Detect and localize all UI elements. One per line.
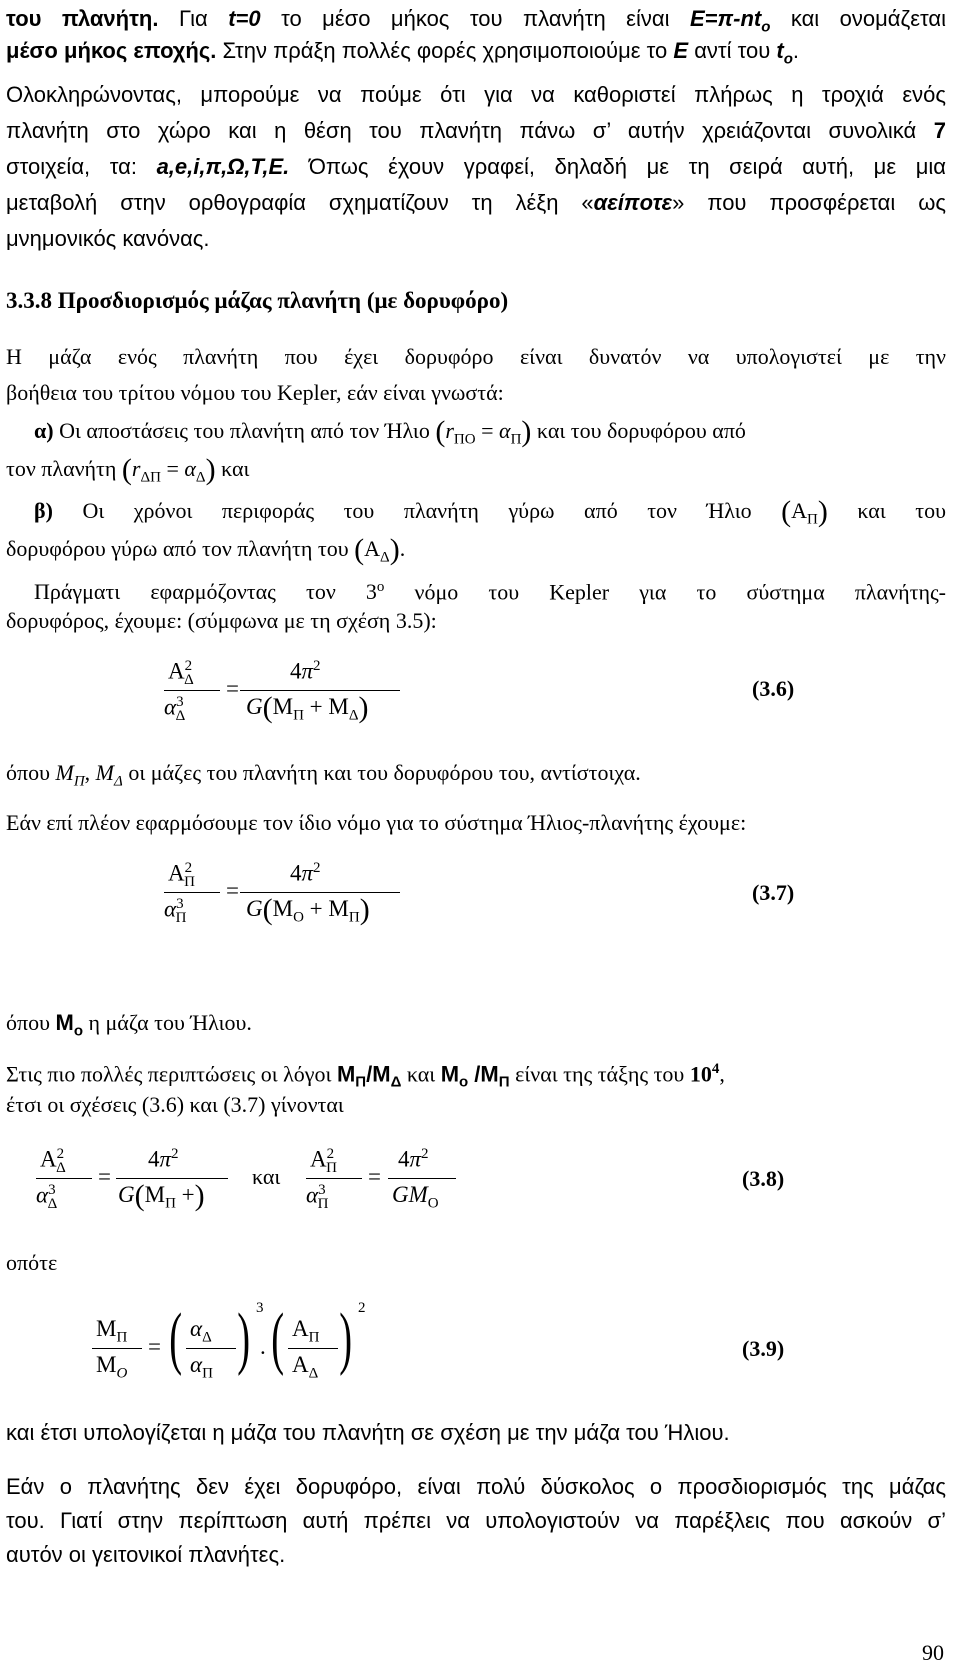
text-span: Μ xyxy=(440,1061,460,1087)
text-line-p7 xyxy=(6,574,946,605)
text-line-7 xyxy=(6,226,210,252)
text-span: ο xyxy=(73,1022,83,1040)
eq-numerator: $A^2_\Pi$ xyxy=(310,1146,337,1177)
text-line-3 xyxy=(6,82,946,108)
text-span: και xyxy=(215,456,250,481)
text-line-6 xyxy=(6,190,946,216)
eq-denominator-left: $\alpha^3_\Pi$ xyxy=(164,896,187,927)
eq-numerator: $4\pi^2$ xyxy=(148,1146,179,1172)
right-paren: ) xyxy=(237,1300,251,1377)
inline-math-A-p: $(A_\Pi)$ xyxy=(781,495,828,528)
text-span: Μ xyxy=(55,760,74,785)
text-span: , xyxy=(84,760,96,785)
text-span: όπου xyxy=(6,1010,56,1035)
exponent: 2 xyxy=(358,1300,366,1316)
left-paren: ( xyxy=(169,1300,183,1377)
heading-text: 3.3.8 Προσδιορισμός μάζας πλανήτη (με δορυφόρο) xyxy=(6,288,509,313)
text-line-p2 xyxy=(6,380,504,406)
text-span: πλανήτη στο χώρο και η θέση του πλανήτη πάνω σ’ αυτήν χρειάζονται συνολικά xyxy=(6,118,934,143)
page-number: 90 xyxy=(922,1640,944,1665)
fraction-bar xyxy=(164,690,220,691)
text-line-1 xyxy=(6,6,946,40)
text-span: και xyxy=(401,1061,441,1087)
text-line-p14 xyxy=(6,1250,57,1276)
text-span: και ονομάζεται xyxy=(770,6,947,31)
text-span: o xyxy=(783,50,793,68)
equals-sign: = xyxy=(98,1164,111,1189)
text-span: » που προσφέρεται ως xyxy=(672,190,946,215)
equation-number: (3.8) xyxy=(742,1166,785,1191)
text-span: Π xyxy=(498,1073,510,1091)
text-span: νόμο του Kepler για το σύστημα πλανήτης- xyxy=(384,579,946,605)
text-span: Οι χρόνοι περιφοράς του πλανήτη γύρω από τον Ήλιο xyxy=(52,498,782,523)
equation-number: (3.7) xyxy=(752,880,795,905)
text-span: και του xyxy=(827,498,946,523)
text-span: αείποτε xyxy=(593,190,673,215)
text-span: μνημονικός κανόνας. xyxy=(6,226,210,251)
right-paren: ) xyxy=(339,1300,353,1377)
fraction-bar xyxy=(288,1348,338,1349)
text-span: αυτόν οι γειτονικοί πλανήτες. xyxy=(6,1542,286,1567)
eq-numerator-right: $4\pi^2$ xyxy=(290,860,321,886)
eq-denominator-right: $G(M_O + M_\Pi)$ xyxy=(246,893,370,926)
eq-denominator: $G(M_\Pi$ +) xyxy=(118,1179,205,1212)
text-line-p18 xyxy=(6,1542,285,1568)
text-span: t xyxy=(776,38,784,63)
text-span: δορυφόρου γύρω από τον πλανήτη του xyxy=(6,536,355,561)
text-span: Στις πιο πολλές περιπτώσεις οι λόγοι xyxy=(6,1061,337,1087)
eq-denominator: $GM_O$ xyxy=(392,1182,439,1212)
text-span: όπου xyxy=(6,760,56,785)
text-span: o xyxy=(761,18,771,36)
text-span: Μ xyxy=(95,760,114,785)
text-line-2 xyxy=(6,38,799,72)
text-span: Μ xyxy=(55,1010,74,1035)
text-span: Π xyxy=(73,773,85,790)
eq-denominator: $\alpha^3_\Pi$ xyxy=(306,1182,329,1213)
inline-math-r-po: $(r_{\Pi O} = \alpha_\Pi)$ xyxy=(435,415,532,448)
fraction-bar xyxy=(306,1178,362,1179)
text-line-5 xyxy=(6,154,946,180)
text-span: Οι αποστάσεις του πλανήτη από τον Ήλιο xyxy=(53,418,436,443)
eq-numerator: $M_\Pi$ xyxy=(96,1316,128,1346)
text-line-p9 xyxy=(6,760,641,794)
text-line-p16 xyxy=(6,1474,946,1500)
text-span: 4 xyxy=(711,1061,720,1077)
eq-numerator-left: $A^2_\Pi$ xyxy=(168,860,195,891)
text-line-p13 xyxy=(6,1092,344,1118)
text-span: μεταβολή στην ορθογραφία σχηματίζουν τη λέξη « xyxy=(6,190,594,215)
inline-math-A-d: $(A_\Delta)$. xyxy=(354,533,406,566)
fraction-bar xyxy=(92,1348,142,1349)
text-span: β) xyxy=(34,498,53,523)
text-span: είναι της τάξης του xyxy=(509,1061,690,1087)
eq-numerator-right: $4\pi^2$ xyxy=(290,658,321,684)
text-span: Δ xyxy=(390,1073,402,1091)
eq-denominator: $\alpha^3_\Delta$ xyxy=(36,1182,58,1213)
text-span: αντί του xyxy=(688,38,777,63)
text-span: a,e,i,π,Ω,T,E. xyxy=(156,154,290,179)
eq-denominator-right: $G(M_\Pi + M_\Delta)$ xyxy=(246,691,369,724)
text-span: το μέσο μήκος του πλανήτη είναι xyxy=(260,6,690,31)
fraction-bar xyxy=(116,1178,228,1179)
text-span: Όπως έχουν γραφεί, δηλαδή με τη σειρά αυτή, με μια xyxy=(289,154,947,179)
text-line-p12 xyxy=(6,1056,946,1096)
eq-numerator: $A_\Pi$ xyxy=(292,1316,320,1346)
text-span: , xyxy=(719,1061,725,1087)
equals-sign: = xyxy=(148,1334,161,1359)
section-heading xyxy=(6,288,508,314)
text-span: Μ xyxy=(336,1061,356,1087)
text-line-p4 xyxy=(6,453,250,490)
text-line-p5 xyxy=(6,495,946,532)
text-span: Εάν επί πλέον εφαρμόσουμε τον ίδιο νόμο για το σύστημα Ήλιος-πλανήτης έχουμε: xyxy=(6,810,747,835)
eq-denominator-left: $\alpha^3_\Delta$ xyxy=(164,694,186,725)
equation-number: (3.6) xyxy=(752,676,795,701)
text-span: Ε xyxy=(673,38,689,63)
text-span: βοήθεια του τρίτου νόμου του Kepler, εάν είναι γνωστά: xyxy=(6,380,504,405)
eq-denominator: $\alpha_\Pi$ xyxy=(190,1352,213,1382)
text-span: Ολοκληρώνοντας, μπορούμε να πούμε ότι για να καθοριστεί πλήρως η τροχιά ενός xyxy=(6,82,946,107)
equals-sign: = xyxy=(226,676,239,701)
eq-numerator: $4\pi^2$ xyxy=(398,1146,429,1172)
dot-operator: . xyxy=(260,1334,266,1359)
text-line-p8 xyxy=(6,608,437,634)
text-span: και έτσι υπολογίζεται η μάζα του πλανήτη σε σχέση με την μάζα του Ήλιου. xyxy=(6,1420,730,1445)
and-word: και xyxy=(252,1164,281,1189)
eq-denominator: $M_O$ xyxy=(96,1352,128,1382)
text-span: οι μάζες του πλανήτη και του δορυφόρου του, αντίστοιχα. xyxy=(122,760,641,785)
text-span: ο xyxy=(459,1073,469,1091)
equation-number: (3.9) xyxy=(742,1336,785,1361)
text-line-p1 xyxy=(6,344,946,370)
text-span: 10 xyxy=(689,1061,712,1087)
text-span: στοιχεία, τα: xyxy=(6,154,157,179)
eq-numerator-left: $A^2_\Delta$ xyxy=(168,658,194,689)
text-span: τον πλανήτη xyxy=(6,456,122,481)
text-span: μέσο μήκος εποχής. xyxy=(6,38,217,63)
text-line-p11 xyxy=(6,1010,252,1044)
text-span: . xyxy=(792,38,799,63)
fraction-bar xyxy=(186,1348,236,1349)
text-span: t=0 xyxy=(228,6,261,31)
text-span: η μάζα του Ήλιου. xyxy=(83,1010,252,1035)
text-span: Εάν ο πλανήτης δεν έχει δορυφόρο, είναι πολύ δύσκολος ο προσδιορισμός της μάζας xyxy=(6,1474,946,1499)
text-span: Δ xyxy=(114,773,123,790)
text-span: δορυφόρος, έχουμε: (σύμφωνα με τη σχέση 3.5): xyxy=(6,608,437,633)
eq-denominator: $A_\Delta$ xyxy=(292,1352,319,1382)
text-span: και του δορυφόρου από xyxy=(531,418,746,443)
text-span: Για xyxy=(158,6,229,31)
text-line-p15 xyxy=(6,1420,730,1446)
text-line-p3 xyxy=(6,415,946,452)
fraction-bar xyxy=(36,1178,92,1179)
text-span: α) xyxy=(34,418,54,443)
text-line-p6 xyxy=(6,533,406,570)
text-span: /Μ xyxy=(468,1061,499,1087)
text-span: οπότε xyxy=(6,1250,58,1275)
eq-numerator: $A^2_\Delta$ xyxy=(40,1146,66,1177)
text-span: Ε=π-nt xyxy=(689,6,762,31)
exponent: 3 xyxy=(256,1300,264,1316)
text-line-p10 xyxy=(6,810,746,836)
equals-sign: = xyxy=(226,878,239,903)
text-span: του πλανήτη. xyxy=(6,6,159,31)
text-line-4 xyxy=(6,118,946,144)
fraction-bar xyxy=(164,892,220,893)
text-span: Π xyxy=(355,1073,367,1091)
text-span: έτσι οι σχέσεις (3.6) και (3.7) γίνονται xyxy=(6,1092,344,1117)
eq-numerator: $\alpha_\Delta$ xyxy=(190,1316,212,1346)
fraction-bar xyxy=(388,1178,456,1179)
text-span: 7 xyxy=(933,118,946,143)
left-paren: ( xyxy=(271,1300,285,1377)
equals-sign: = xyxy=(368,1164,381,1189)
text-span: ο xyxy=(376,579,385,595)
text-span: Η μάζα ενός πλανήτη που έχει δορυφόρο είναι δυνατόν να υπολογιστεί με την xyxy=(6,344,946,369)
inline-math-r-dp: $(r_{\Delta\Pi} = \alpha_\Delta)$ xyxy=(121,453,216,486)
text-line-p17 xyxy=(6,1508,946,1534)
text-span: του. Γιατί στην περίπτωση αυτή πρέπει να υπολογιστούν να παρέξλεις που ασκούν σ’ xyxy=(6,1508,946,1533)
text-span: Στην πράξη πολλές φορές χρησιμοποιούμε το xyxy=(216,38,674,63)
text-span: Πράγματι εφαρμόζοντας τον 3 xyxy=(34,579,377,605)
text-span: /Μ xyxy=(366,1061,391,1087)
